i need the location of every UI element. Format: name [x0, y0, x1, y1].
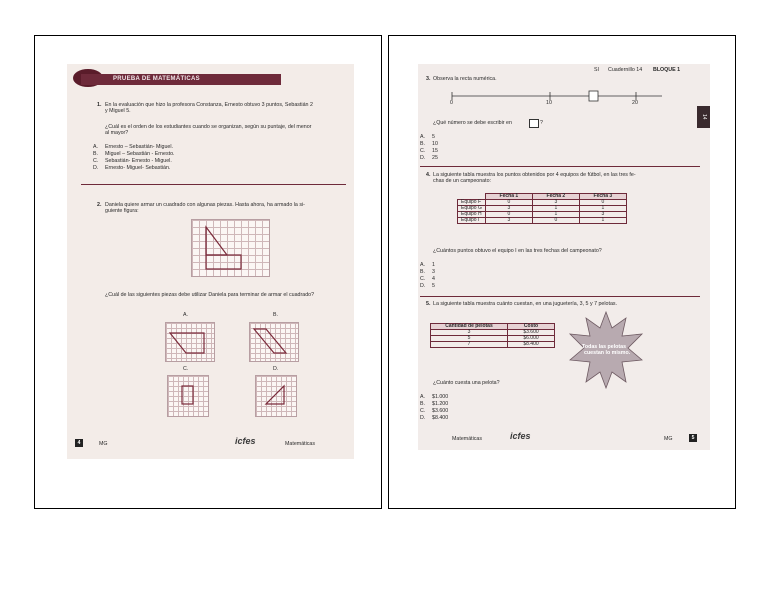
q5-option-b: $1.200: [432, 401, 449, 407]
q3-number-line: [432, 88, 692, 112]
q3-option-d-letter: D.: [420, 155, 426, 161]
q2-stem-1: Daniela quiere armar un cuadrado con algunas piezas. Hasta ahora, ha armado la si-: [105, 202, 305, 208]
q3-option-d: 25: [432, 155, 438, 161]
q3-option-b-letter: B.: [420, 141, 426, 147]
table-cell: 5: [431, 336, 508, 342]
q3-tick-10: 10: [546, 100, 552, 106]
q1-number: 1.: [97, 102, 102, 108]
table-cell: 1: [579, 218, 626, 224]
question-divider: [81, 184, 346, 185]
table-cell: $6.000: [508, 336, 555, 342]
q1-prompt-1: ¿Cuál es el orden de los estudiantes cuando se organizan, según su puntaje, del menor: [105, 124, 312, 130]
q3-stem: Observa la recta numérica.: [433, 76, 497, 82]
q1-option-a: Ernesto – Sebastián- Miguel.: [105, 144, 174, 150]
q3-prompt-after: ?: [540, 120, 543, 126]
q3-option-c-letter: C.: [420, 148, 426, 154]
q1-option-d: Ernesto- Miguel- Sebastián.: [105, 165, 171, 171]
q5-option-a-letter: A.: [420, 394, 426, 400]
page-header-code: SI: [594, 67, 600, 73]
table-cell: Equipo I: [458, 218, 486, 224]
q2-number: 2.: [97, 202, 102, 208]
q2-option-c-shape: [168, 376, 208, 416]
table-header-cell: Costo: [508, 324, 555, 330]
table-row: [431, 342, 555, 348]
table-cell: 1: [532, 212, 579, 218]
table-cell: 7: [431, 342, 508, 348]
table-row: [458, 218, 627, 224]
table-cell: $8.400: [508, 342, 555, 348]
q3-option-a: 5: [432, 134, 435, 140]
table-cell: Equipo H: [458, 212, 486, 218]
q2-option-d-grid: [255, 375, 297, 417]
q1-prompt-2: al mayor?: [105, 130, 129, 136]
footer-subject: Matemáticas: [452, 436, 483, 442]
q3-number: 3.: [426, 76, 431, 82]
booklet-side-tab: 14: [697, 106, 710, 128]
q5-prompt: ¿Cuánto cuesta una pelota?: [433, 380, 500, 386]
q5-stem: La siguiente tabla muestra cuánto cuestan, en una juguetería, 3, 5 y 7 pelotas.: [433, 301, 618, 307]
icfes-logo: icfes: [510, 431, 531, 441]
footer-code: MG: [664, 436, 673, 442]
table-cell: 3: [431, 330, 508, 336]
q3-option-c: 15: [432, 148, 438, 154]
q3-tick-20: 20: [632, 100, 638, 106]
q2-prompt: ¿Cuál de las siguientes piezas debe utilizar Daniela para terminar de armar el cuadrado?: [105, 292, 315, 298]
q2-option-c-grid: [167, 375, 209, 417]
q2-option-a-shape: [166, 323, 214, 361]
q5-option-d: $8.400: [432, 415, 449, 421]
q4-option-c: 4: [432, 276, 435, 282]
q2-stem-2: guiente figura:: [105, 208, 139, 214]
q4-stem-2: chas de un campeonato:: [433, 178, 492, 184]
page-number-badge: 5: [689, 434, 697, 442]
q1-stem-1: En la evaluación que hizo la profesora Constanza, Ernesto obtuvo 3 puntos, Sebastián 2: [105, 102, 313, 108]
table-header-cell: Fecha 3: [579, 194, 626, 200]
q2-option-c-label: C.: [183, 366, 189, 372]
q5-option-a: $1.000: [432, 394, 449, 400]
section-header: [81, 74, 281, 85]
q2-figure-grid: [191, 219, 270, 277]
q4-number: 4.: [426, 172, 431, 178]
table-cell: 0: [485, 212, 532, 218]
q5-option-d-letter: D.: [420, 415, 426, 421]
table-header-cell: Fecha 2: [532, 194, 579, 200]
starburst-note-line-2: cuestan lo mismo.: [584, 350, 631, 356]
table-cell: 0: [485, 200, 532, 206]
q1-option-b: Miguel – Sebastián - Ernesto.: [105, 151, 175, 157]
q4-prompt: ¿Cuántos puntos obtuvo el equipo I en las tres fechas del campeonato?: [433, 248, 602, 254]
page-header-booklet: Cuadernillo 14: [608, 67, 643, 73]
q1-option-d-letter: D.: [93, 165, 99, 171]
q3-option-a-letter: A.: [420, 134, 426, 140]
table-cell: Equipo F: [458, 200, 486, 206]
table-cell: Equipo G: [458, 206, 486, 212]
q2-figure-shape: [192, 220, 269, 276]
q1-option-a-letter: A.: [93, 144, 99, 150]
q2-option-d-label: D.: [273, 366, 279, 372]
page-number-badge: 4: [75, 439, 83, 447]
q2-option-b-label: B.: [273, 312, 279, 318]
q5-option-c: $3.600: [432, 408, 449, 414]
q4-option-c-letter: C.: [420, 276, 426, 282]
q1-option-c: Sebastián- Ernesto - Miguel.: [105, 158, 172, 164]
q2-option-a-grid: [165, 322, 215, 362]
q4-option-d: 5: [432, 283, 435, 289]
q1-option-c-letter: C.: [93, 158, 99, 164]
q3-blank-box-icon: [529, 119, 539, 128]
starburst-note-line-1: Todas las pelotas: [582, 344, 627, 350]
q2-option-a-label: A.: [183, 312, 189, 318]
q5-number: 5.: [426, 301, 431, 307]
left-scan-panel: [34, 35, 382, 509]
table-header-cell: Fecha 1: [485, 194, 532, 200]
q5-option-c-letter: C.: [420, 408, 426, 414]
q4-option-d-letter: D.: [420, 283, 426, 289]
right-scan-panel: [388, 35, 736, 509]
table-cell: 1: [579, 206, 626, 212]
footer-subject: Matemáticas: [285, 441, 316, 447]
table-cell: $3.600: [508, 330, 555, 336]
q3-tick-0: 0: [450, 100, 453, 106]
table-cell: 3: [532, 200, 579, 206]
q3-prompt-before: ¿Qué número se debe escribir en: [433, 120, 512, 126]
q5-price-table: [430, 323, 555, 348]
q1-stem-2: y Miguel 5.: [105, 108, 131, 114]
page-header-block: BLOQUE 1: [653, 67, 681, 73]
q4-option-b-letter: B.: [420, 269, 426, 275]
q2-option-d-shape: [256, 376, 296, 416]
q4-points-table: [457, 193, 627, 224]
table-cell: 3: [579, 212, 626, 218]
q5-option-b-letter: B.: [420, 401, 426, 407]
question-divider: [420, 296, 700, 297]
question-divider: [420, 166, 700, 167]
q2-option-b-shape: [250, 323, 298, 361]
q4-option-a: 1: [432, 262, 435, 268]
table-cell: 3: [485, 206, 532, 212]
table-cell: 3: [485, 218, 532, 224]
left-exam-page: [67, 64, 354, 459]
table-cell: 1: [532, 206, 579, 212]
table-header-cell: Cantidad de pelotas: [431, 324, 508, 330]
q4-option-a-letter: A.: [420, 262, 426, 268]
table-cell: 0: [532, 218, 579, 224]
table-cell: 0: [579, 200, 626, 206]
q4-option-b: 3: [432, 269, 435, 275]
section-title: PRUEBA DE MATEMÁTICAS: [113, 76, 200, 82]
q3-option-b: 10: [432, 141, 438, 147]
footer-code: MG: [99, 441, 108, 447]
right-exam-page: [418, 64, 710, 450]
q2-option-b-grid: [249, 322, 299, 362]
q1-option-b-letter: B.: [93, 151, 99, 157]
q4-stem-1: La siguiente tabla muestra los puntos obtenidos por 4 equipos de fútbol, en las tres fe-: [433, 172, 636, 178]
icfes-logo: icfes: [235, 436, 256, 446]
